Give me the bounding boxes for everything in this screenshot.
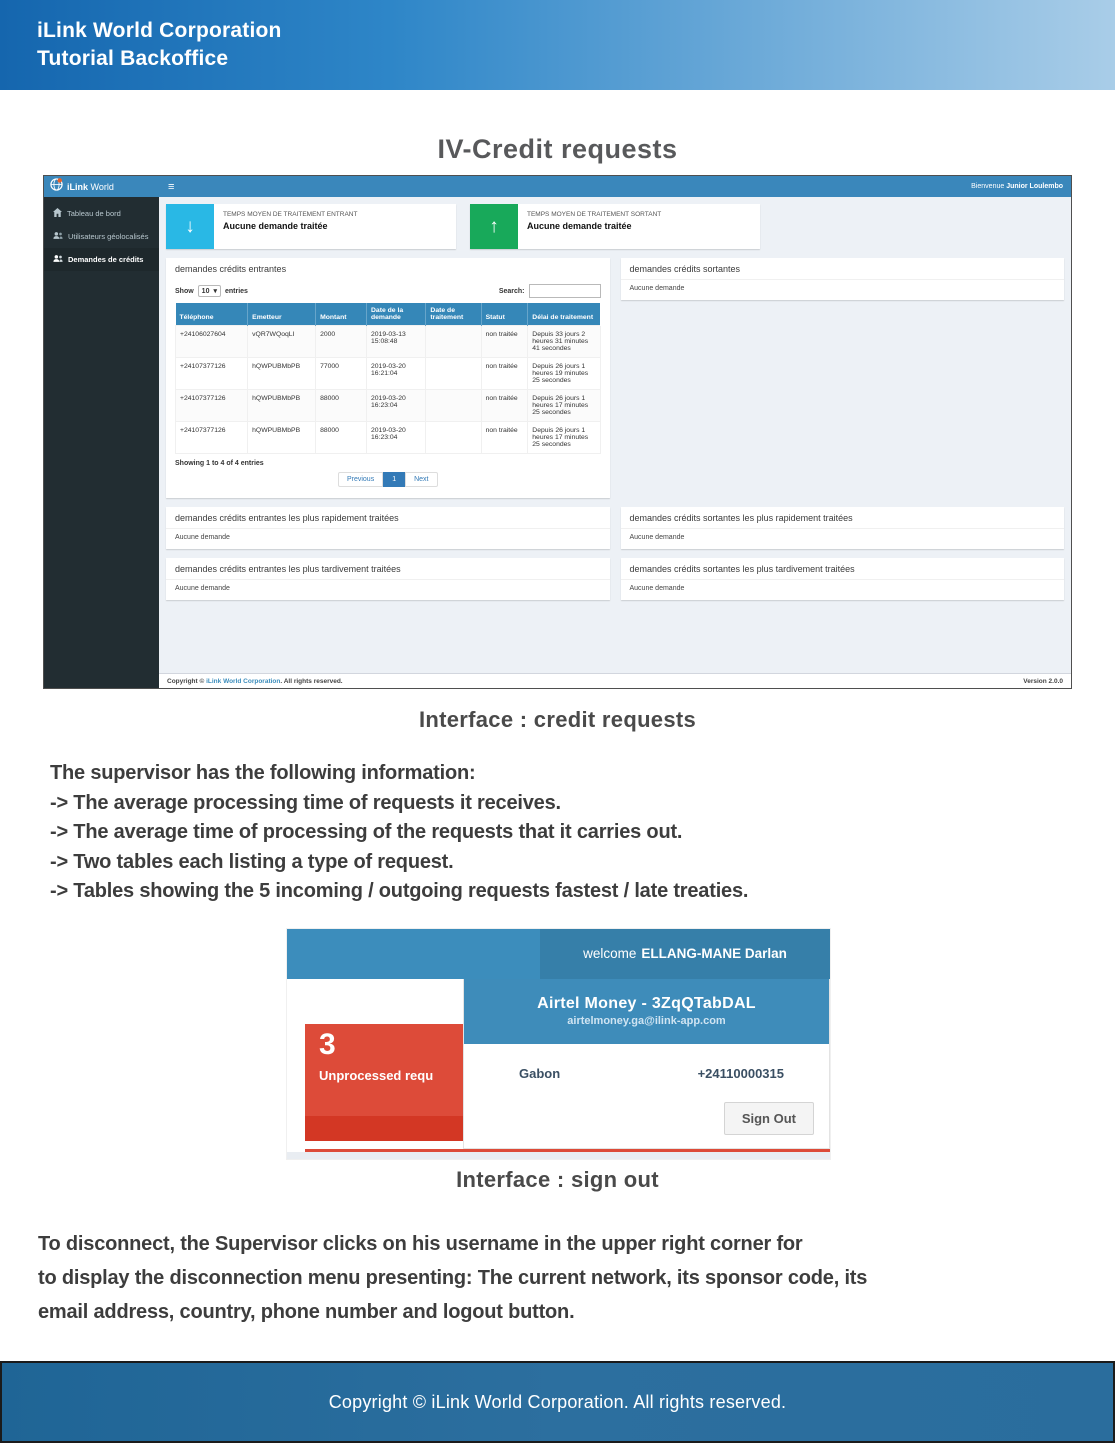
- user-dropdown-header: [464, 979, 829, 1044]
- spacer: [774, 204, 1064, 249]
- pagination-page-1-button[interactable]: 1: [383, 472, 405, 487]
- pagination-next-button[interactable]: Next: [405, 472, 437, 487]
- welcome-prefix: Bienvenue: [971, 183, 1005, 190]
- pagination: [175, 472, 601, 487]
- cell-date-traitement: [426, 358, 481, 390]
- paragraph-line: -> Two tables each listing a type of request.: [50, 850, 454, 873]
- table-row: [176, 390, 601, 422]
- globe-icon: [50, 178, 63, 196]
- sign-out-button[interactable]: Sign Out: [724, 1102, 814, 1135]
- arrow-down-icon: ↓: [166, 204, 214, 249]
- welcome-user[interactable]: [971, 183, 1071, 190]
- app-logo[interactable]: [44, 176, 159, 197]
- cell-statut: non traitée: [481, 422, 528, 454]
- panel-outgoing-fastest: [621, 507, 1065, 549]
- cell-delai: Depuis 26 jours 1 heures 17 minutes 25 secondes: [528, 422, 600, 454]
- document-header-line1: iLink World Corporation: [37, 18, 282, 42]
- cell-date-demande: 2019-03-20 16:23:04: [367, 390, 426, 422]
- sidebar-item-label: Demandes de crédits: [68, 255, 144, 264]
- cell-date-traitement: [426, 390, 481, 422]
- panel-title: demandes crédits entrantes les plus tardivement traitées: [175, 564, 401, 574]
- panel-empty-text: Aucune demande: [621, 579, 1065, 600]
- search-label: Search:: [498, 287, 525, 295]
- caption-sign-out: Interface : sign out: [456, 1166, 659, 1192]
- document-header-line2: Tutorial Backoffice: [37, 47, 229, 70]
- backoffice-screenshot: [43, 175, 1072, 689]
- paragraph-line: to display the disconnection menu presenting: The current network, its sponsor code, its: [38, 1266, 868, 1289]
- panel-incoming-fastest: [166, 507, 610, 549]
- cell-emetteur: vQR7WQoqLI: [248, 326, 316, 358]
- user-email: airtelmoney.ga@ilink-app.com: [567, 1015, 726, 1027]
- unprocessed-count: 3: [319, 1027, 336, 1061]
- panel-empty-text: Aucune demande: [166, 579, 610, 600]
- search-input[interactable]: [529, 284, 601, 298]
- cell-emetteur: hQWPUBMbPB: [248, 358, 316, 390]
- cell-telephone: +24107377126: [176, 358, 248, 390]
- cell-delai: Depuis 33 jours 2 heures 31 minutes 41 secondes: [528, 326, 600, 358]
- page-length-select[interactable]: [198, 285, 221, 297]
- cell-date-demande: 2019-03-20 16:21:04: [367, 358, 426, 390]
- section-title: IV-Credit requests: [437, 134, 678, 164]
- arrow-up-icon: ↑: [470, 204, 518, 249]
- copyright-suffix: . All rights reserved.: [280, 677, 343, 685]
- cell-montant: 2000: [316, 326, 367, 358]
- table-row: [176, 358, 601, 390]
- app-version: Version 2.0.0: [1023, 677, 1063, 685]
- cell-date-traitement: [426, 326, 481, 358]
- copyright-prefix: Copyright ©: [167, 677, 207, 685]
- app-footer: [159, 673, 1071, 688]
- app-navbar: [44, 176, 1071, 197]
- panel-title: demandes crédits sortantes les plus rapidement traitées: [629, 513, 853, 523]
- pagination-previous-button[interactable]: Previous: [338, 472, 383, 487]
- cell-date-demande: 2019-03-20 16:23:04: [367, 422, 426, 454]
- paragraph-line: email address, country, phone number and logout button.: [38, 1300, 575, 1323]
- table-summary: Showing 1 to 4 of 4 entries: [175, 460, 264, 467]
- panel-title: demandes crédits sortantes: [629, 264, 741, 274]
- sidebar-item-credit-requests[interactable]: [44, 248, 159, 271]
- users-icon: [53, 254, 63, 265]
- app-copyright: [167, 678, 343, 685]
- credit-requests-table: [175, 303, 601, 454]
- infobox-title: TEMPS MOYEN DE TRAITEMENT ENTRANT: [223, 211, 358, 218]
- widget-footer: [305, 1116, 463, 1141]
- cell-statut: non traitée: [481, 358, 528, 390]
- panel-incoming-requests: [166, 258, 610, 498]
- col-header-montant[interactable]: Montant: [316, 303, 367, 326]
- panel-title: demandes crédits entrantes les plus rapidement traitées: [175, 513, 399, 523]
- user-phone: +24110000315: [697, 1065, 784, 1081]
- user-dropdown-menu: [463, 979, 830, 1149]
- cell-statut: non traitée: [481, 326, 528, 358]
- cell-telephone: +24107377126: [176, 422, 248, 454]
- panel-outgoing-requests: [621, 258, 1065, 300]
- welcome-username: ELLANG-MANE Darlan: [641, 946, 787, 961]
- paragraph-disconnect: [38, 1227, 1075, 1329]
- page-length-value: 10: [201, 287, 210, 295]
- panel-title: demandes crédits sortantes les plus tardivement traitées: [629, 564, 855, 574]
- show-label: Show: [175, 287, 194, 295]
- cell-date-demande: 2019-03-13 15:08:48: [367, 326, 426, 358]
- background-strip: [287, 1152, 830, 1159]
- cell-statut: non traitée: [481, 390, 528, 422]
- brand-regular: World: [90, 181, 114, 192]
- copyright-link[interactable]: iLink World Corporation: [206, 677, 281, 685]
- col-header-emetteur[interactable]: Emetteur: [248, 303, 316, 326]
- infobox-outgoing-avg: [470, 204, 760, 249]
- cell-date-traitement: [426, 422, 481, 454]
- brand-bold: iLink: [67, 181, 89, 192]
- dashboard-icon: [53, 208, 62, 219]
- entries-label: entries: [224, 287, 248, 295]
- cell-montant: 77000: [316, 358, 367, 390]
- table-row: [176, 326, 601, 358]
- caption-credit-requests: Interface : credit requests: [418, 707, 697, 732]
- paragraph-line: -> Tables showing the 5 incoming / outgoing requests fastest / late treaties.: [50, 880, 749, 902]
- cell-emetteur: hQWPUBMbPB: [248, 422, 316, 454]
- cell-montant: 88000: [316, 422, 367, 454]
- panel-empty-text: Aucune demande: [166, 528, 610, 549]
- document-header: [0, 0, 1115, 90]
- brand-text: [67, 182, 114, 192]
- infobox-incoming-avg: [166, 204, 456, 249]
- paragraph-line: To disconnect, the Supervisor clicks on his username in the upper right corner for: [38, 1232, 803, 1255]
- document-footer: Copyright © iLink World Corporation. All rights reserved.: [0, 1361, 1115, 1443]
- app-sidebar: [44, 197, 159, 688]
- panel-empty-text: Aucune demande: [621, 528, 1065, 549]
- unprocessed-requests-widget[interactable]: [305, 1024, 463, 1141]
- sidebar-item-geolocated-users[interactable]: [44, 225, 159, 248]
- paragraph-line: -> The average time of processing of the requests that it carries out.: [50, 821, 683, 843]
- users-icon: [53, 231, 63, 242]
- paragraph-line: -> The average processing time of requests it receives.: [50, 791, 561, 814]
- search-control: [499, 284, 601, 298]
- panel-outgoing-latest: [621, 558, 1065, 600]
- user-dropdown-body: [464, 1044, 829, 1147]
- cell-delai: Depuis 26 jours 1 heures 19 minutes 25 secondes: [528, 358, 600, 390]
- red-divider: [305, 1149, 830, 1152]
- paragraph-supervisor-info: [50, 759, 1075, 907]
- infobox-value: Aucune demande traitée: [223, 221, 328, 231]
- panel-empty-text: Aucune demande: [621, 279, 1065, 300]
- user-country: Gabon: [519, 1065, 561, 1081]
- sidebar-item-dashboard[interactable]: [44, 202, 159, 225]
- infobox-title: TEMPS MOYEN DE TRAITEMENT SORTANT: [527, 211, 662, 218]
- sidebar-item-label: Tableau de bord: [67, 209, 121, 218]
- cell-montant: 88000: [316, 390, 367, 422]
- panel-title: demandes crédits entrantes: [175, 264, 287, 274]
- col-header-date-traitement[interactable]: Date de traitement: [426, 303, 481, 326]
- cell-telephone: +24107377126: [176, 390, 248, 422]
- col-header-delai[interactable]: Délai de traitement: [528, 303, 600, 326]
- cell-telephone: +24106027604: [176, 326, 248, 358]
- table-row: [176, 422, 601, 454]
- menu-toggle-icon[interactable]: ≡: [168, 180, 175, 193]
- show-entries-control: [175, 285, 248, 297]
- signout-screenshot: [287, 929, 830, 1159]
- col-header-statut[interactable]: Statut: [481, 303, 528, 326]
- sidebar-item-label: Utilisateurs géolocalisés: [68, 232, 149, 241]
- welcome-username: Junior Loulembo: [1006, 183, 1063, 190]
- panel-incoming-latest: [166, 558, 610, 600]
- col-header-date-demande[interactable]: Date de la demande: [367, 303, 426, 326]
- paragraph-line: The supervisor has the following information:: [50, 762, 476, 784]
- unprocessed-label: Unprocessed requ: [319, 1067, 434, 1083]
- cell-emetteur: hQWPUBMbPB: [248, 390, 316, 422]
- chevron-down-icon: ▾: [213, 288, 217, 295]
- network-name: Airtel Money - 3ZqQTabDAL: [537, 995, 756, 1012]
- welcome-prefix: welcome: [583, 946, 637, 961]
- cell-delai: Depuis 26 jours 1 heures 17 minutes 25 secondes: [528, 390, 600, 422]
- user-menu-toggle[interactable]: [540, 929, 830, 979]
- col-header-telephone[interactable]: Téléphone: [176, 303, 248, 326]
- infobox-value: Aucune demande traitée: [527, 221, 632, 231]
